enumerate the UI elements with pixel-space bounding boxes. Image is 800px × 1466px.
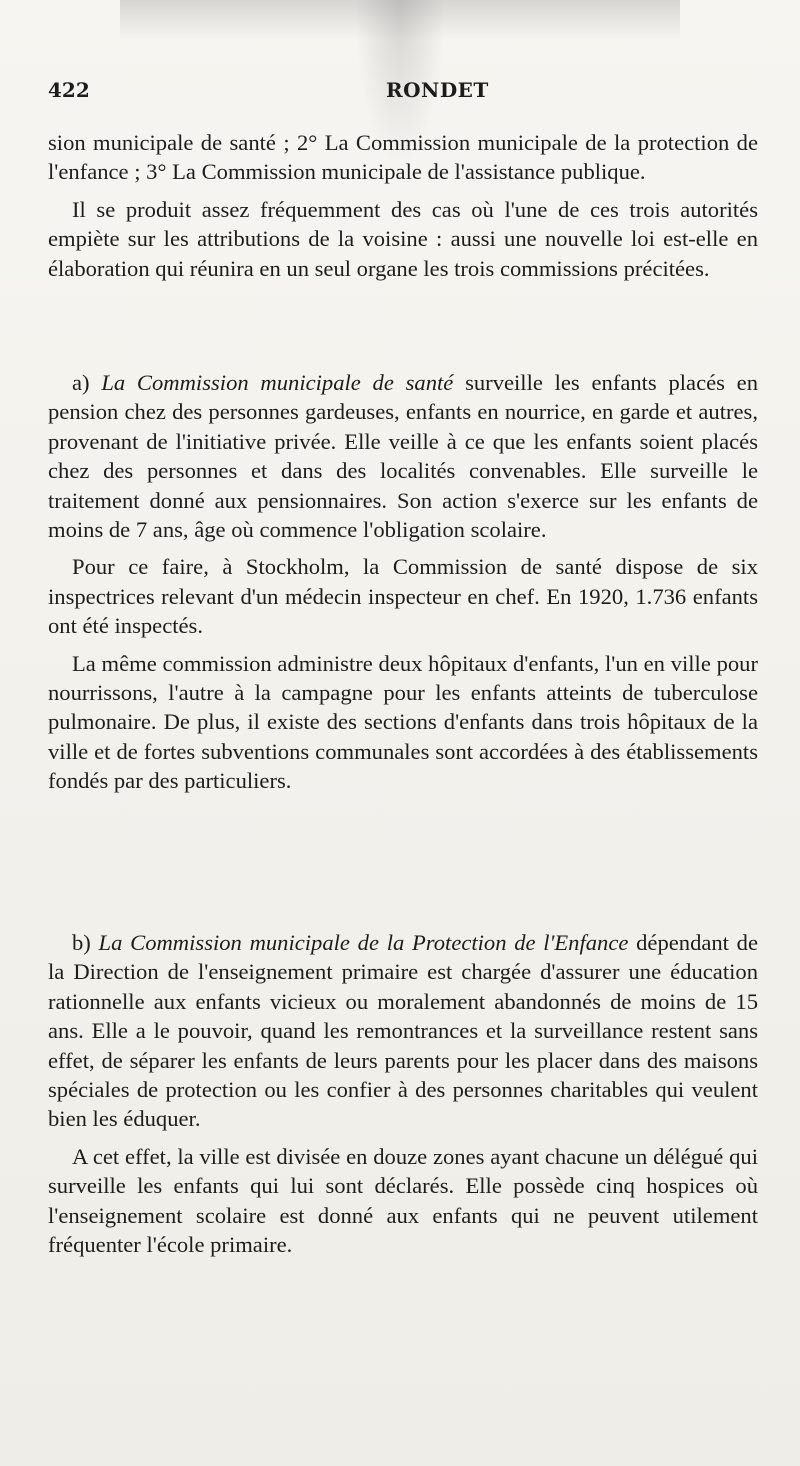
text-block-3	[48, 928, 758, 1259]
paragraph-continuation: sion municipale de santé ; 2° La Commission municipale de la protection de l'enfance ; 3° La Commission municipale de l'assistance publique.	[48, 130, 758, 185]
page-header	[48, 78, 744, 106]
health-commission-text: surveille les enfants placés en pension chez des personnes gardeuses, enfants en nourrice, en garde et autres, provenant de l'initiative privée. Elle veille à ce que les enfants soient placés chez des personnes et dans des localités convenables. Elle surveille le traitement donné aux pensionnaires. Son action s'exerce sur les enfants de moins de 7 ans, âge où commence l'obligation scolaire.	[48, 370, 758, 543]
text-block-2	[48, 368, 758, 796]
section-title-health: La Commission municipale de santé	[101, 370, 454, 395]
paragraph-child-protection	[48, 928, 758, 1134]
paragraph-inspectors: Pour ce faire, à Stockholm, la Commission de santé dispose de six inspectrices relevant d'un médecin inspecteur en chef. En 1920, 1.736 enfants ont été inspectés.	[48, 554, 758, 639]
child-protection-text: dépendant de la Direction de l'enseignement primaire est chargée d'assurer une éducation rationnelle aux enfants vicieux ou moralement abandonnés de moins de 15 ans. Elle a le pouvoir, quand les remontrances et la surveillance restent sans effet, de séparer les enfants de leurs parents pour les placer dans des maisons spéciales de protection ou les confier à des personnes charitables qui veulent bien les éduquer.	[48, 930, 758, 1132]
text-block-1	[48, 128, 758, 283]
paragraph-zones: A cet effet, la ville est divisée en douze zones ayant chacune un délégué qui surveille les enfants qui lui sont déclarés. Elle possède cinq hospices où l'enseignement scolaire est donné aux enfants qui ne peuvent utilement fréquenter l'école primaire.	[48, 1143, 758, 1258]
paragraph-health-commission	[48, 368, 758, 544]
paragraph-hospitals: La même commission administre deux hôpitaux d'enfants, l'un en ville pour nourrissons, l'autre à la campagne pour les enfants atteints de tuberculose pulmonaire. De plus, il existe des sections d'enfants dans trois hôpitaux de la ville et de fortes subventions communales sont accordées à des établissements fondés par des particuliers.	[48, 650, 758, 794]
section-title-child-protection: La Commission municipale de la Protection de l'Enfance	[98, 930, 629, 955]
section-marker-b: b)	[72, 930, 99, 955]
scan-shadow	[120, 0, 680, 40]
paragraph-overlap: Il se produit assez fréquemment des cas où l'une de ces trois autorités empiète sur les attributions de la voisine : aussi une nouvelle loi est-elle en élaboration qui réunira en un seul organe les trois commissions précitées.	[48, 196, 758, 281]
page-number: 422	[48, 78, 90, 102]
section-marker-a: a)	[72, 370, 102, 395]
running-head: RONDET	[386, 78, 489, 102]
